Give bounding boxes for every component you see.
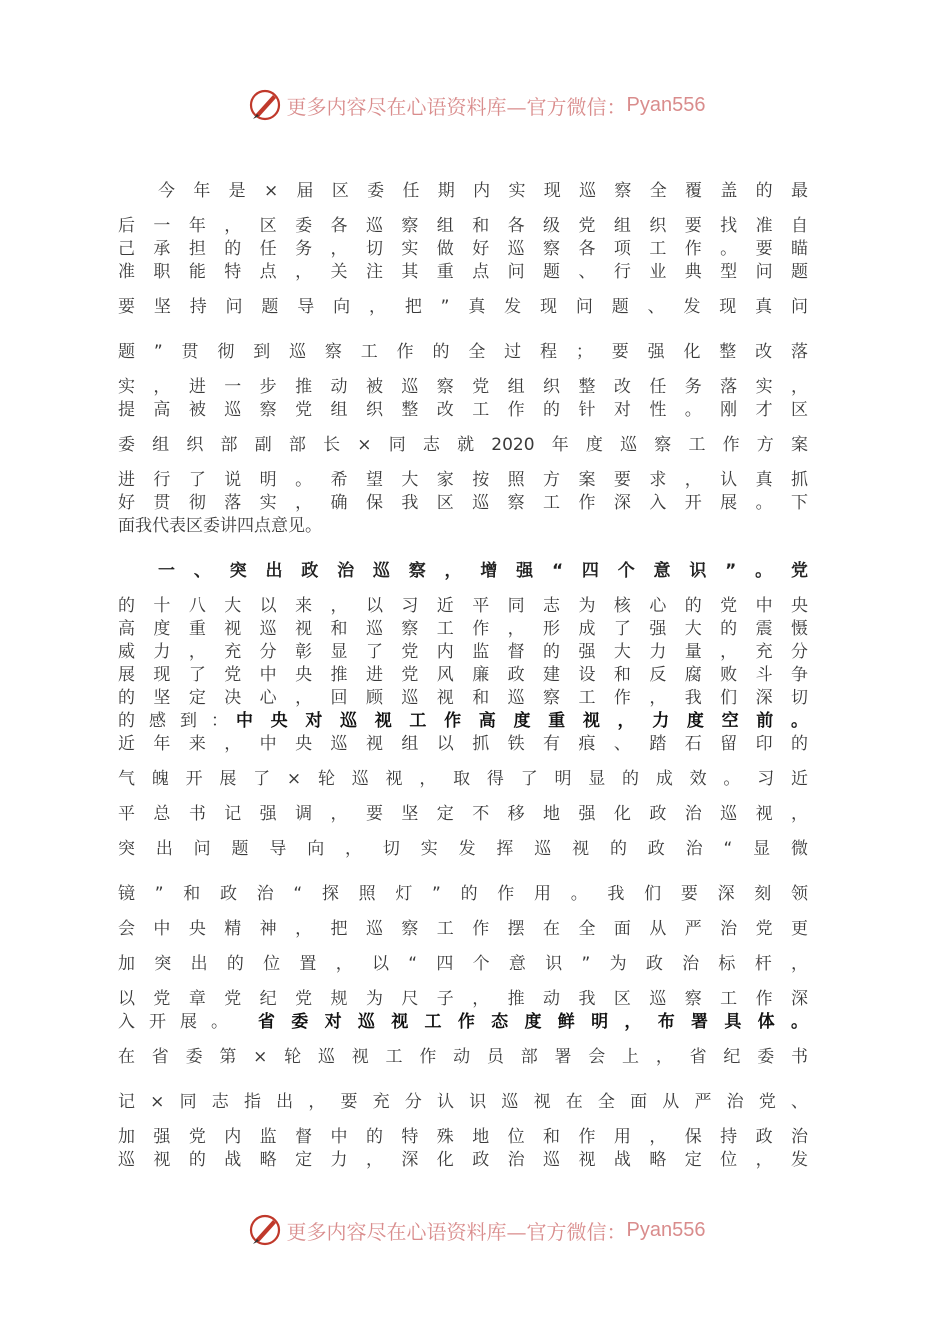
- paragraph-line-mixed: [118, 710, 808, 733]
- paragraph-line: 委组织部副部长×同志就2020年度巡察工作方案: [118, 435, 808, 455]
- paragraph-line: 平总书记强调，要坚定不移地强化政治巡视，: [118, 804, 808, 824]
- paragraph-text: 的感到：: [118, 711, 228, 731]
- paragraph-line: 巡视的战略定力，深化政治巡视战略定位，发: [118, 1150, 808, 1170]
- watermark-text-cn: 更多内容尽在心语资料库—官方微信：: [286, 94, 627, 119]
- paragraph-line: 后一年，区委各巡察组和各级党组织要找准自: [118, 216, 808, 236]
- bold-subheading: 中央对巡视工作高度重视，力度空前。: [236, 711, 808, 731]
- paragraph-line: 高度重视巡视和巡察工作，形成了强大的震慑: [118, 619, 808, 639]
- paragraph-line: 的十八大以来，以习近平同志为核心的党中央: [118, 596, 808, 616]
- paragraph-line-mixed: [118, 1011, 808, 1034]
- bold-subheading: 省委对巡视工作态度鲜明，布署具体。: [258, 1012, 808, 1032]
- watermark-text-cn: 更多内容尽在心语资料库—官方微信：: [286, 1219, 627, 1244]
- paragraph-line: 进行了说明。希望大家按照方案要求，认真抓: [118, 470, 808, 490]
- paragraph-line: 今年是×届区委任期内实现巡察全覆盖的最: [158, 181, 808, 201]
- paragraph-line: 镜”和政治“探照灯”的作用。我们要深刻领: [118, 884, 808, 904]
- paragraph-text: 入开展。: [118, 1012, 228, 1032]
- paragraph-line: 题”贯彻到巡察工作的全过程；要强化整改落: [118, 342, 808, 362]
- paragraph-line: 加突出的位置，以“四个意识”为政治标杆，: [118, 954, 808, 974]
- paragraph-line: 面我代表区委讲四点意见。: [118, 516, 322, 536]
- paragraph-line: 好贯彻落实，确保我区巡察工作深入开展。下: [118, 493, 808, 513]
- paragraph-line: 会中央精神，把巡察工作摆在全面从严治党更: [118, 919, 808, 939]
- footer-watermark: [0, 1210, 950, 1250]
- paragraph-line: 的坚定决心，回顾巡视和巡察工作，我们深切: [118, 688, 808, 708]
- paragraph-line: 在省委第×轮巡视工作动员部署会上，省纪委书: [118, 1047, 808, 1067]
- paragraph-line: 提高被巡察党组织整改工作的针对性。刚才区: [118, 400, 808, 420]
- pen-logo-icon: [245, 1210, 285, 1250]
- paragraph-line: 己承担的任务，切实做好巡察各项工作。要瞄: [118, 239, 808, 259]
- paragraph-line: 加强党内监督中的特殊地位和作用，保持政治: [118, 1127, 808, 1147]
- paragraph-line: 实，进一步推动被巡察党组织整改任务落实，: [118, 377, 808, 397]
- paragraph-line: 要坚持问题导向，把”真发现问题、发现真问: [118, 297, 808, 317]
- paragraph-line: 突出问题导向，切实发挥巡视的政治“显微: [118, 839, 808, 859]
- section-heading: 一、突出政治巡察，增强“四个意识”。党: [158, 561, 808, 581]
- header-watermark: [0, 85, 950, 125]
- paragraph-line: 准职能特点，关注其重点问题、行业典型问题: [118, 262, 808, 282]
- paragraph-line: 展现了党中央推进党风廉政建设和反腐败斗争: [118, 665, 808, 685]
- paragraph-line: 以党章党纪党规为尺子，推动我区巡察工作深: [118, 989, 808, 1009]
- paragraph-line: 气魄开展了×轮巡视，取得了明显的成效。习近: [118, 769, 808, 789]
- watermark-text-en: Pyan556: [626, 1218, 706, 1241]
- paragraph-line: 记×同志指出，要充分认识巡视在全面从严治党、: [118, 1092, 808, 1112]
- paragraph-line: 威力，充分彰显了党内监督的强大力量，充分: [118, 642, 808, 662]
- pen-logo-icon: [245, 85, 285, 125]
- document-body: [118, 180, 833, 1172]
- watermark-text-en: Pyan556: [626, 93, 706, 116]
- paragraph-line: 近年来，中央巡视组以抓铁有痕、踏石留印的: [118, 734, 808, 754]
